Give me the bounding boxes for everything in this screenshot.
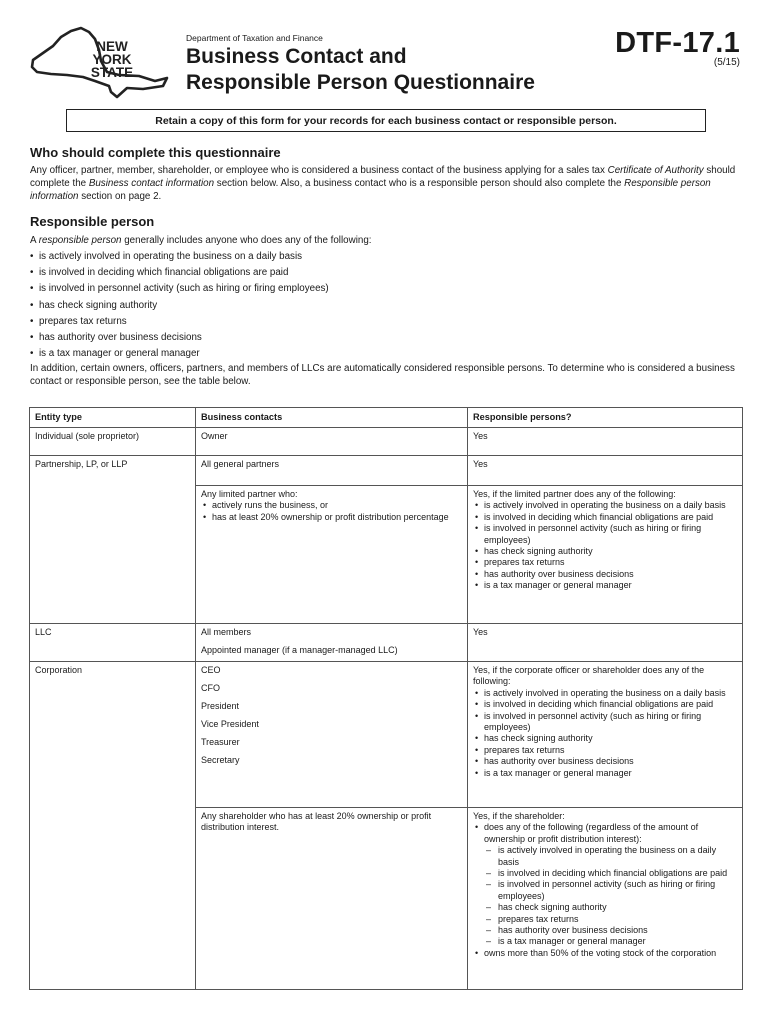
officer-responsible-list: [473, 688, 737, 779]
officer-responsible-intro: Yes, if the corporate officer or shareholder does any of the following:: [473, 665, 705, 687]
table-header-row: [30, 408, 743, 428]
llc-contact: All members: [201, 627, 252, 637]
responsible-person-closing: In addition, certain owners, officers, partners, and members of LLCs are automatically considered responsible persons. To determine who is considered a business contact or responsible person, see the table below.: [30, 363, 735, 388]
column-header-entity-type: Entity type: [30, 408, 196, 428]
list-item: • is a tax manager or general manager: [473, 580, 737, 591]
list-item: • has check signing authority: [473, 546, 737, 557]
list-item: • owns more than 50% of the voting stock of the corporation: [473, 948, 737, 959]
contacts-general-partners: All general partners: [196, 456, 468, 486]
form-title: [186, 44, 535, 96]
list-item: • is actively involved in operating the business on a daily basis: [30, 249, 742, 265]
logo-text-york: YORK: [92, 52, 132, 67]
responsible-llc: Yes: [468, 624, 743, 662]
entity-llc: LLC: [30, 624, 196, 662]
responsible-person-section: [30, 214, 742, 388]
who-should-complete-section: [30, 145, 742, 203]
contacts-shareholders: Any shareholder who has at least 20% ownership or profit distribution interest.: [196, 808, 468, 990]
list-item: • has authority over business decisions: [473, 569, 737, 580]
list-item: • has at least 20% ownership or profit distribution percentage: [201, 512, 462, 523]
entity-corporation: Corporation: [30, 662, 196, 990]
list-item: – prepares tax returns: [473, 914, 737, 925]
limited-partner-intro: Any limited partner who:: [201, 489, 298, 499]
list-item: – is a tax manager or general manager: [473, 936, 737, 947]
list-item: • is involved in personnel activity (such as hiring or firing employees): [473, 523, 737, 546]
officer-title: Treasurer: [201, 737, 240, 747]
table-row: [30, 662, 743, 808]
list-item: • has check signing authority: [473, 733, 737, 744]
list-item: • is involved in deciding which financial obligations are paid: [473, 512, 737, 523]
shareholder-sub-list: [473, 845, 737, 948]
column-header-responsible-persons: Responsible persons?: [468, 408, 743, 428]
limited-partner-responsible-intro: Yes, if the limited partner does any of the following:: [473, 489, 676, 499]
list-item: • is a tax manager or general manager: [473, 768, 737, 779]
column-header-business-contacts: Business contacts: [196, 408, 468, 428]
contacts-limited-partners: [196, 486, 468, 624]
entity-type-table: [29, 407, 743, 990]
list-item: – has check signing authority: [473, 902, 737, 913]
officer-title: Secretary: [201, 755, 240, 765]
logo-text-state: STATE: [90, 65, 134, 80]
responsible-person-intro: A responsible person generally includes anyone who does any of the following:: [30, 235, 372, 246]
list-item: – is involved in deciding which financial obligations are paid: [473, 868, 737, 879]
list-item: • has authority over business decisions: [30, 330, 742, 346]
list-item: • has authority over business decisions: [473, 756, 737, 767]
responsible-individual: Yes: [468, 428, 743, 456]
responsible-general-partners: Yes: [468, 456, 743, 486]
table-row: [30, 456, 743, 486]
new-york-state-logo: [27, 26, 173, 102]
responsible-limited-partners: [468, 486, 743, 624]
form-revision-date: (5/15): [713, 57, 740, 68]
list-item: • is actively involved in operating the business on a daily basis: [473, 688, 737, 699]
responsible-person-list: [30, 249, 742, 362]
table-row: [30, 624, 743, 662]
officer-title: President: [201, 701, 240, 711]
list-item: – has authority over business decisions: [473, 925, 737, 936]
list-item: • prepares tax returns: [473, 745, 737, 756]
list-item: • is involved in deciding which financial obligations are paid: [473, 699, 737, 710]
llc-contact: Appointed manager (if a manager-managed LLC): [201, 645, 398, 656]
contacts-corporate-officers: [196, 662, 468, 808]
form-title-line1: Business Contact and: [186, 45, 407, 68]
shareholder-responsible-list: [473, 822, 737, 959]
limited-partner-list: [201, 500, 462, 523]
entity-partnership: Partnership, LP, or LLP: [30, 456, 196, 624]
entity-individual: Individual (sole proprietor): [30, 428, 196, 456]
officer-title: CEO: [201, 665, 221, 675]
officer-title: Vice President: [201, 719, 259, 729]
responsible-corporate-officers: [468, 662, 743, 808]
shareholder-responsible-intro: Yes, if the shareholder:: [473, 811, 565, 821]
department-name: Department of Taxation and Finance: [186, 33, 323, 43]
contacts-individual: Owner: [196, 428, 468, 456]
list-item: • does any of the following (regardless of the amount of ownership or profit distribution interest): – is actively involved in operating the business on a daily basis – is involved in deciding which financial obligations are paid – is involved in personnel activity (such as hiring or firing employees) – has check signing authority – prepares tax returns – has authority over business decisions – is a tax manager or general manager: [473, 822, 737, 947]
form-title-line2: Responsible Person Questionnaire: [186, 71, 535, 94]
officer-title: CFO: [201, 683, 220, 693]
list-item: • has check signing authority: [30, 298, 742, 314]
list-item: • is involved in personnel activity (such as hiring or firing employees): [30, 281, 742, 297]
form-number: DTF-17.1: [615, 27, 740, 59]
who-should-complete-text: Any officer, partner, member, shareholder, or employee who is considered a business contact of the business applying for a sales tax Certificate of Authority should complete the Business contact information section below. Also, a business contact who is a responsible person should also complete the Responsible person information section on page 2.: [30, 165, 736, 202]
list-item: – is involved in personnel activity (such as hiring or firing employees): [473, 879, 737, 902]
retain-copy-notice: Retain a copy of this form for your records for each business contact or responsible person.: [66, 109, 706, 132]
who-should-complete-heading: Who should complete this questionnaire: [30, 145, 281, 160]
list-item: – is actively involved in operating the business on a daily basis: [473, 845, 737, 868]
list-item: • prepares tax returns: [30, 314, 742, 330]
limited-partner-responsible-list: [473, 500, 737, 591]
list-item: • actively runs the business, or: [201, 500, 462, 511]
responsible-shareholders: [468, 808, 743, 990]
list-item: • is involved in deciding which financial obligations are paid: [30, 265, 742, 281]
list-item: • prepares tax returns: [473, 557, 737, 568]
responsible-person-heading: Responsible person: [30, 214, 155, 229]
table-row: [30, 428, 743, 456]
list-item: • is actively involved in operating the business on a daily basis: [473, 500, 737, 511]
list-item: • is involved in personnel activity (such as hiring or firing employees): [473, 711, 737, 734]
list-item: • is a tax manager or general manager: [30, 346, 742, 362]
logo-text-new: NEW: [96, 39, 128, 54]
contacts-llc: [196, 624, 468, 662]
